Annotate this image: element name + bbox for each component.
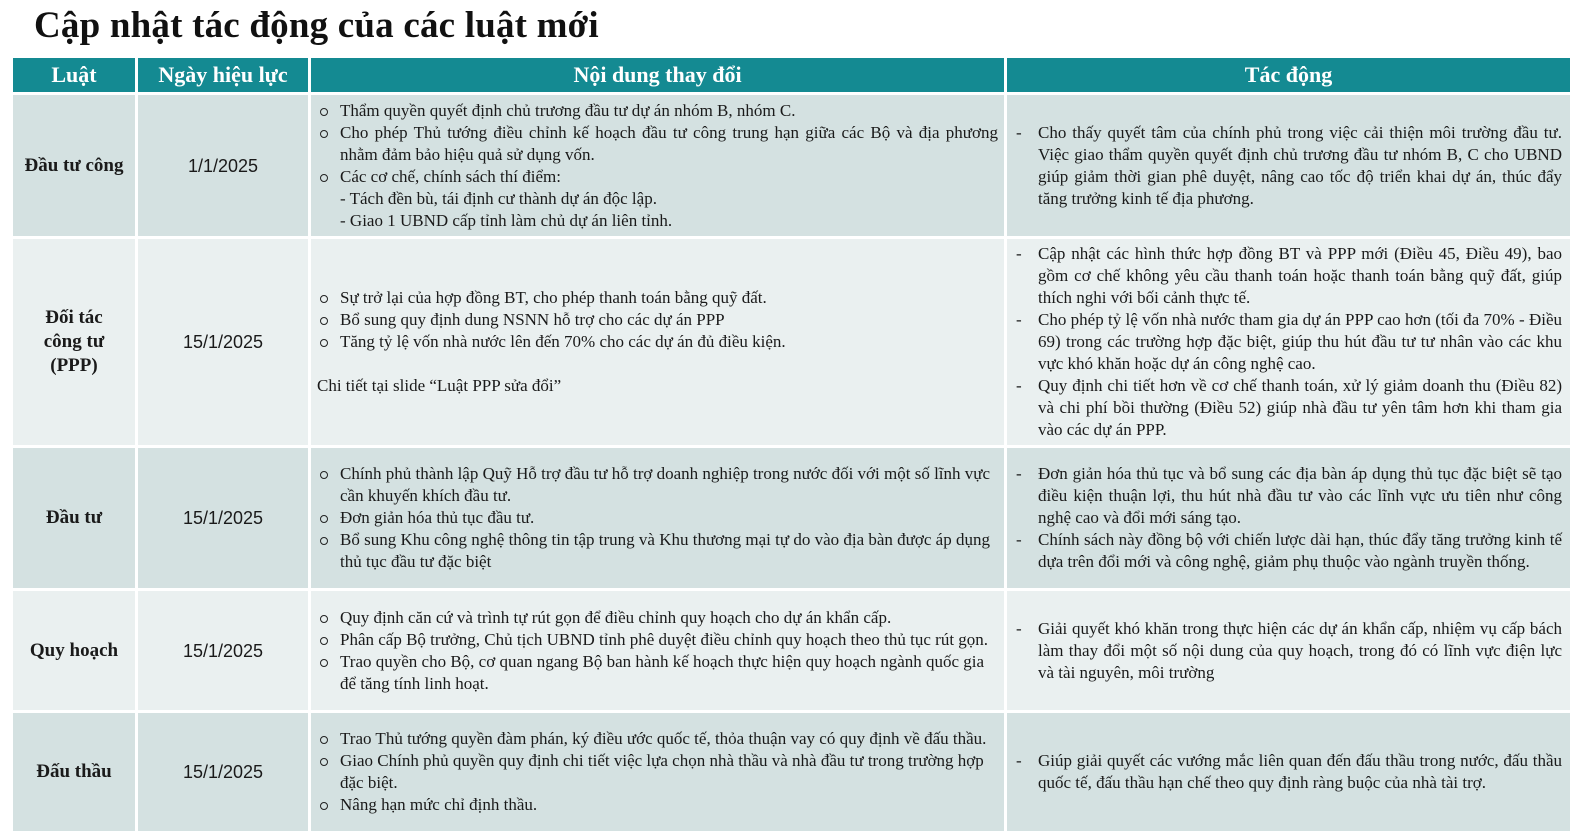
list-item: - Giải quyết khó khăn trong thực hiện các dự án khẩn cấp, nhiệm vụ cấp bách làm thay đổi một số nội dung của quy hoạch, trong đó có lĩnh vực điện lực và tài nguyên, môi trường: [1013, 618, 1562, 684]
effective-date: 1/1/2025: [138, 95, 308, 236]
impact-cell: [1007, 95, 1570, 236]
list-item: Thẩm quyền quyết định chủ trương đầu tư dự án nhóm B, nhóm C.: [317, 100, 998, 122]
list-item: Các cơ chế, chính sách thí điểm:: [317, 166, 998, 188]
changes-cell: [311, 239, 1004, 445]
list-item: Nâng hạn mức chỉ định thầu.: [317, 794, 998, 816]
law-name: Đầu tư: [13, 448, 135, 588]
effective-date: 15/1/2025: [138, 239, 308, 445]
list-item: Tăng tỷ lệ vốn nhà nước lên đến 70% cho các dự án đủ điều kiện.: [317, 331, 998, 353]
sub-item: - Giao 1 UBND cấp tỉnh làm chủ dự án liên tỉnh.: [340, 210, 673, 230]
law-name-line: Đối tác: [45, 307, 103, 328]
impact-cell: [1007, 591, 1570, 710]
list-item: - Chính sách này đồng bộ với chiến lược dài hạn, thúc đẩy tăng trưởng kinh tế dựa trên đổi mới và công nghệ, giảm phụ thuộc vào ngành truyền thống.: [1013, 529, 1562, 573]
law-impact-table: [13, 58, 1561, 831]
law-name: [13, 239, 135, 445]
list-item: Chính phủ thành lập Quỹ Hỗ trợ đầu tư hỗ trợ doanh nghiệp trong nước đối với một số lĩnh vực cần khuyến khích đầu tư.: [317, 463, 998, 507]
list-item: - Giúp giải quyết các vướng mắc liên quan đến đấu thầu trong nước, đấu thầu quốc tế, đấu thầu hạn chế theo quy định ràng buộc của nhà tài trợ.: [1013, 750, 1562, 794]
header-law: Luật: [13, 58, 135, 92]
law-name-line: (PPP): [50, 355, 98, 376]
changes-cell: [311, 448, 1004, 588]
list-item: - Cho thấy quyết tâm của chính phủ trong việc cải thiện môi trường đầu tư. Việc giao thẩm quyền quyết định chủ trương đầu tư nhóm B, C cho UBND giúp giảm thời gian phê duyệt, nâng cao tốc độ triển khai dự án, thúc đẩy tăng trưởng kinh tế địa phương.: [1013, 122, 1562, 210]
header-changes: Nội dung thay đổi: [311, 58, 1004, 92]
changes-cell: [311, 713, 1004, 831]
sub-item: - Tách đền bù, tái định cư thành dự án độc lập.: [340, 188, 657, 208]
law-name: Đầu tư công: [13, 95, 135, 236]
list-item: - Quy định chi tiết hơn về cơ chế thanh toán, xử lý giảm doanh thu (Điều 82) và chi phí bồi thường (Điều 52) giúp nhà đầu tư yên tâm hơn khi tham gia vào các dự án PPP.: [1013, 375, 1562, 441]
law-name: Đấu thầu: [13, 713, 135, 831]
list-item: Giao Chính phủ quyền quy định chi tiết việc lựa chọn nhà thầu và nhà đầu tư trong trường hợp đặc biệt.: [317, 750, 998, 794]
list-item: Phân cấp Bộ trưởng, Chủ tịch UBND tỉnh phê duyệt điều chỉnh quy hoạch theo thủ tục rút gọn.: [317, 629, 998, 651]
page-title: Cập nhật tác động của các luật mới: [34, 5, 599, 46]
effective-date: 15/1/2025: [138, 591, 308, 710]
detail-note: Chi tiết tại slide “Luật PPP sửa đổi”: [317, 376, 562, 395]
list-item: Trao quyền cho Bộ, cơ quan ngang Bộ ban hành kế hoạch thực hiện quy hoạch ngành quốc gia để tăng tính linh hoạt.: [317, 651, 998, 695]
header-effective-date: Ngày hiệu lực: [138, 58, 308, 92]
list-item: Bổ sung Khu công nghệ thông tin tập trung và Khu thương mại tự do vào địa bàn được áp dụng thủ tục đầu tư đặc biệt: [317, 529, 998, 573]
law-name: Quy hoạch: [13, 591, 135, 710]
list-item: Bổ sung quy định dung NSNN hỗ trợ cho các dự án PPP: [317, 309, 998, 331]
list-item: - Đơn giản hóa thủ tục và bổ sung các địa bàn áp dụng thủ tục đặc biệt sẽ tạo điều kiện thuận lợi, thu hút nhà đầu tư vào các lĩnh vực ưu tiên như công nghệ cao và đổi mới sáng tạo.: [1013, 463, 1562, 529]
header-impact: Tác động: [1007, 58, 1570, 92]
effective-date: 15/1/2025: [138, 713, 308, 831]
list-item: - Cập nhật các hình thức hợp đồng BT và PPP mới (Điều 45, Điều 49), bao gồm cơ chế không yêu cầu thanh toán hoặc thanh toán bằng quỹ đất, giúp thích nghi với bối cảnh thực tế.: [1013, 243, 1562, 309]
list-item: Sự trở lại của hợp đồng BT, cho phép thanh toán bằng quỹ đất.: [317, 287, 998, 309]
changes-cell: [311, 95, 1004, 236]
list-item: Đơn giản hóa thủ tục đầu tư.: [317, 507, 998, 529]
list-item: Cho phép Thủ tướng điều chỉnh kế hoạch đầu tư công trung hạn giữa các Bộ và địa phương nhằm đảm bảo hiệu quả sử dụng vốn.: [317, 122, 998, 166]
list-item: - Cho phép tỷ lệ vốn nhà nước tham gia dự án PPP cao hơn (tối đa 70% - Điều 69) trong các trường hợp đặc biệt, giúp thu hút đầu tư tư nhân vào các khu vực khó khăn hoặc dự án công nghệ cao.: [1013, 309, 1562, 375]
law-name-line: công tư: [43, 331, 105, 352]
impact-cell: [1007, 239, 1570, 445]
effective-date: 15/1/2025: [138, 448, 308, 588]
list-item: Quy định căn cứ và trình tự rút gọn để điều chỉnh quy hoạch cho dự án khẩn cấp.: [317, 607, 998, 629]
changes-cell: [311, 591, 1004, 710]
list-item: Trao Thủ tướng quyền đàm phán, ký điều ước quốc tế, thỏa thuận vay có quy định về đấu thầu.: [317, 728, 998, 750]
impact-cell: [1007, 448, 1570, 588]
impact-cell: [1007, 713, 1570, 831]
